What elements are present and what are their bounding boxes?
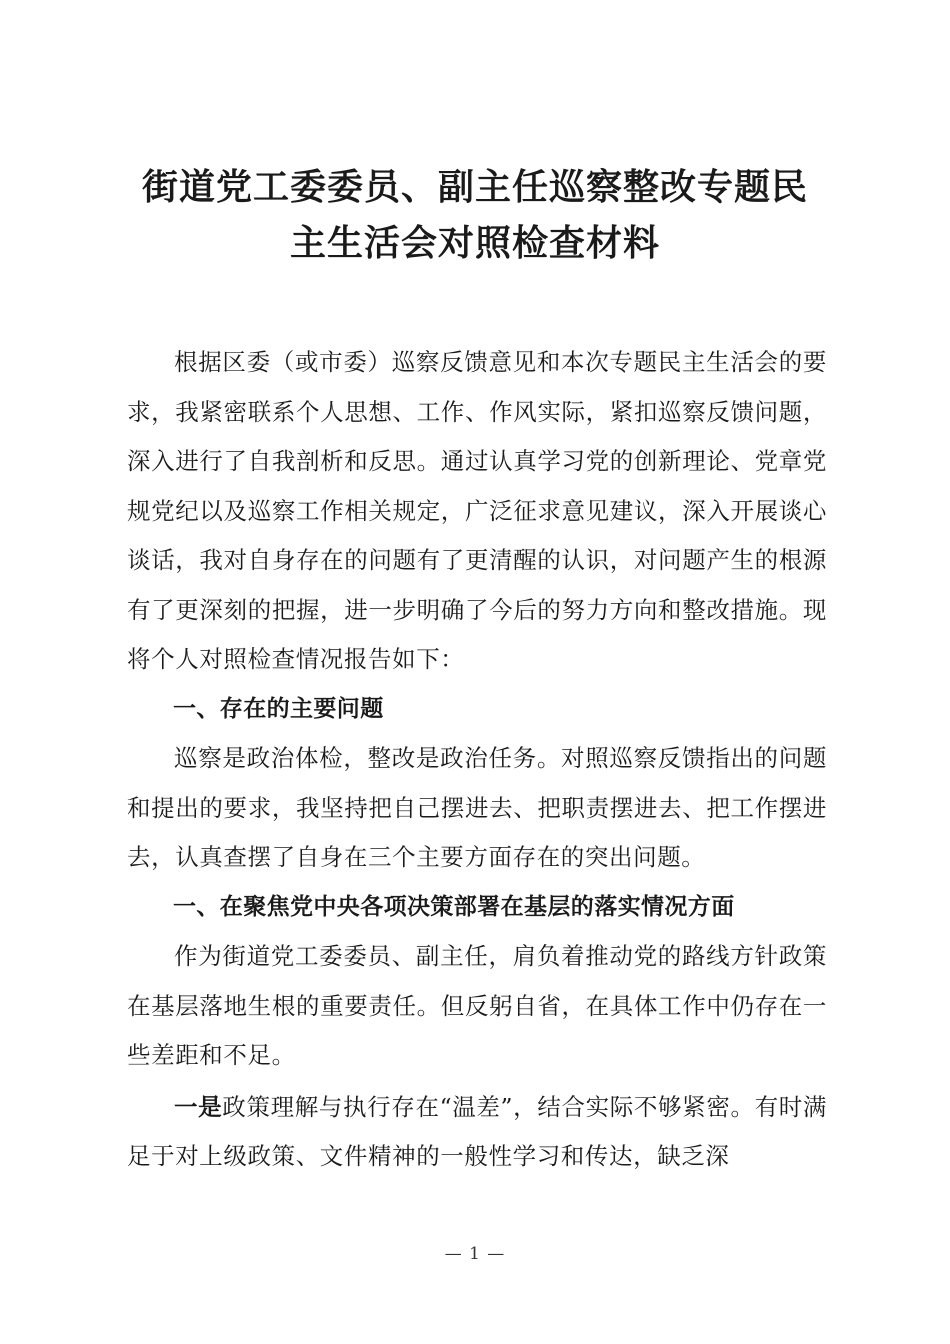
- point-lead: 一是: [174, 1092, 223, 1121]
- section-heading-main-problems: 一、存在的主要问题: [173, 695, 384, 722]
- subsection-paragraph: 作为街道党工委委员、副主任，肩负着推动党的路线方针政策在基层落地生根的重要责任。但反躬自省，在具体工作中仍存在一些差距和不足。: [127, 942, 827, 1069]
- subsection-heading-policy-implementation: 一、在聚焦党中央各项决策部署在基层的落实情况方面: [173, 893, 735, 920]
- point-paragraph: [127, 1083, 827, 1182]
- document-title: [110, 160, 840, 272]
- point-text: 政策理解与执行存在“温差”，结合实际不够紧密。有时满足于对上级政策、文件精神的一般性学习和传达，缺乏深: [127, 1092, 827, 1170]
- intro-paragraph: 根据区委（或市委）巡察反馈意见和本次专题民主生活会的要求，我紧密联系个人思想、工作、作风实际，紧扣巡察反馈问题，深入进行了自我剖析和反思。通过认真学习党的创新理论、党章党规党纪以及巡察工作相关规定，广泛征求意见建议，深入开展谈心谈话，我对自身存在的问题有了更清醒的认识，对问题产生的根源有了更深刻的把握，进一步明确了今后的努力方向和整改措施。现将个人对照检查情况报告如下：: [127, 348, 827, 673]
- section-paragraph: 巡察是政治体检，整改是政治任务。对照巡察反馈指出的问题和提出的要求，我坚持把自己摆进去、把职责摆进去、把工作摆进去，认真查摆了自身在三个主要方面存在的突出问题。: [127, 744, 827, 871]
- document-body: [127, 338, 827, 1182]
- title-line-2: 主生活会对照检查材料: [289, 223, 660, 264]
- page-number: — 1 —: [444, 1244, 506, 1264]
- title-line-1: 街道党工委委员、副主任巡察整改专题民: [141, 167, 808, 208]
